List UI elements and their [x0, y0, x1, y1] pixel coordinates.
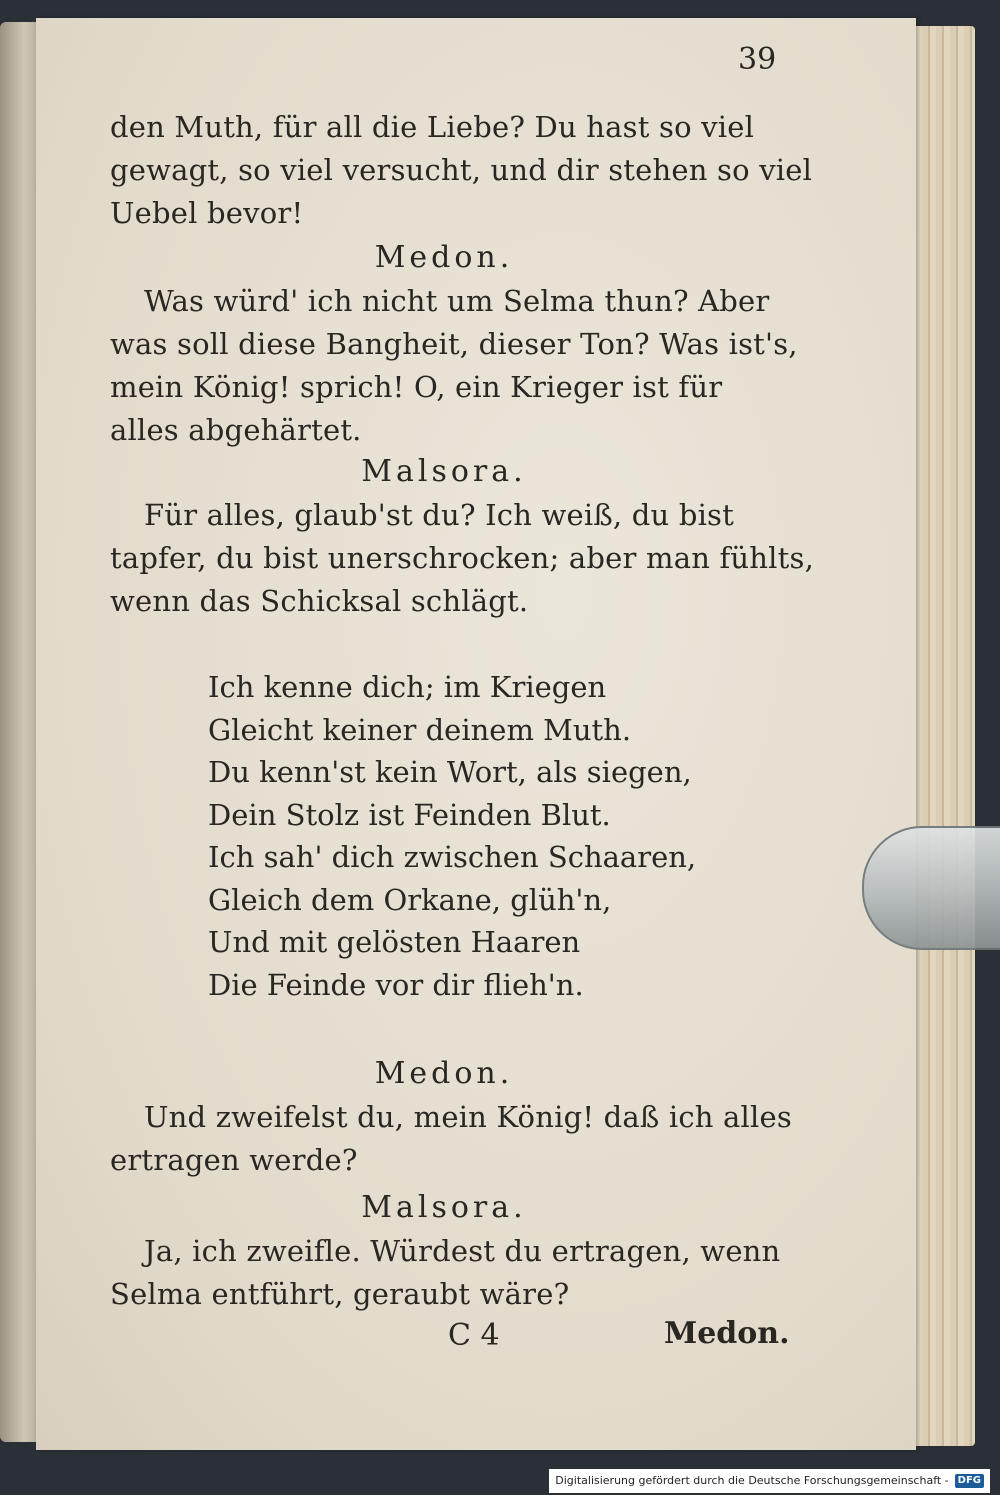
text-line: Uebel bevor! — [110, 196, 304, 230]
text-line: gewagt, so viel versucht, und dir stehen so viel — [110, 153, 813, 187]
text-line: tapfer, du bist unerschrocken; aber man fühlts, — [110, 541, 815, 575]
signature-mark: C 4 — [448, 1318, 500, 1353]
text-line: Und zweifelst du, mein König! daß ich alles — [144, 1100, 792, 1134]
speaker-heading: Medon. — [374, 1056, 514, 1091]
text-line: Was würd' ich nicht um Selma thun? Aber — [144, 284, 770, 318]
text-line: Ja, ich zweifle. Würdest du ertragen, wenn — [144, 1234, 781, 1268]
dfg-logo: DFG — [955, 1474, 984, 1488]
facing-page-edge — [0, 22, 40, 1442]
text-block-5 — [110, 1230, 781, 1316]
verse-line: Ich kenne dich; im Kriegen — [208, 670, 607, 704]
text-line: mein König! sprich! O, ein Krieger ist für — [110, 370, 723, 404]
page-number: 39 — [738, 42, 777, 77]
page-clip — [862, 826, 1000, 950]
verse-line: Und mit gelösten Haaren — [208, 925, 581, 959]
text-line: ertragen werde? — [110, 1143, 358, 1177]
text-line: was soll diese Bangheit, dieser Ton? Was ist's, — [110, 327, 798, 361]
digitization-credit — [549, 1469, 990, 1493]
verse-line: Ich sah' dich zwischen Schaaren, — [208, 840, 697, 874]
verse-line: Die Feinde vor dir flieh'n. — [208, 967, 584, 1002]
text-line: alles abgehärtet. — [110, 413, 362, 447]
speaker-heading: Medon. — [374, 240, 514, 275]
verse-block — [208, 666, 768, 1006]
catchword: Medon. — [664, 1316, 790, 1351]
verse-line: Gleich dem Orkane, glüh'n, — [208, 882, 612, 917]
text-line: Für alles, glaub'st du? Ich weiß, du bist — [144, 498, 734, 532]
text-block-1 — [110, 106, 813, 235]
verse-line: Dein Stolz ist Feinden Blut. — [208, 797, 611, 832]
speaker-heading: Malsora. — [361, 454, 527, 489]
verse-line: Gleicht keiner deinem Muth. — [208, 712, 632, 747]
verse-line: Du kenn'st kein Wort, als siegen, — [208, 755, 692, 789]
text-line: den Muth, für all die Liebe? Du hast so viel — [110, 110, 755, 144]
text-block-3 — [110, 494, 815, 623]
speaker-heading: Malsora. — [361, 1190, 527, 1225]
text-line: wenn das Schicksal schlägt. — [110, 584, 529, 618]
text-block-4 — [110, 1096, 792, 1182]
text-block-2 — [110, 280, 798, 452]
text-line: Selma entführt, geraubt wäre? — [110, 1277, 570, 1311]
credit-text: Digitalisierung gefördert durch die Deutsche Forschungsgemeinschaft - — [555, 1474, 949, 1487]
